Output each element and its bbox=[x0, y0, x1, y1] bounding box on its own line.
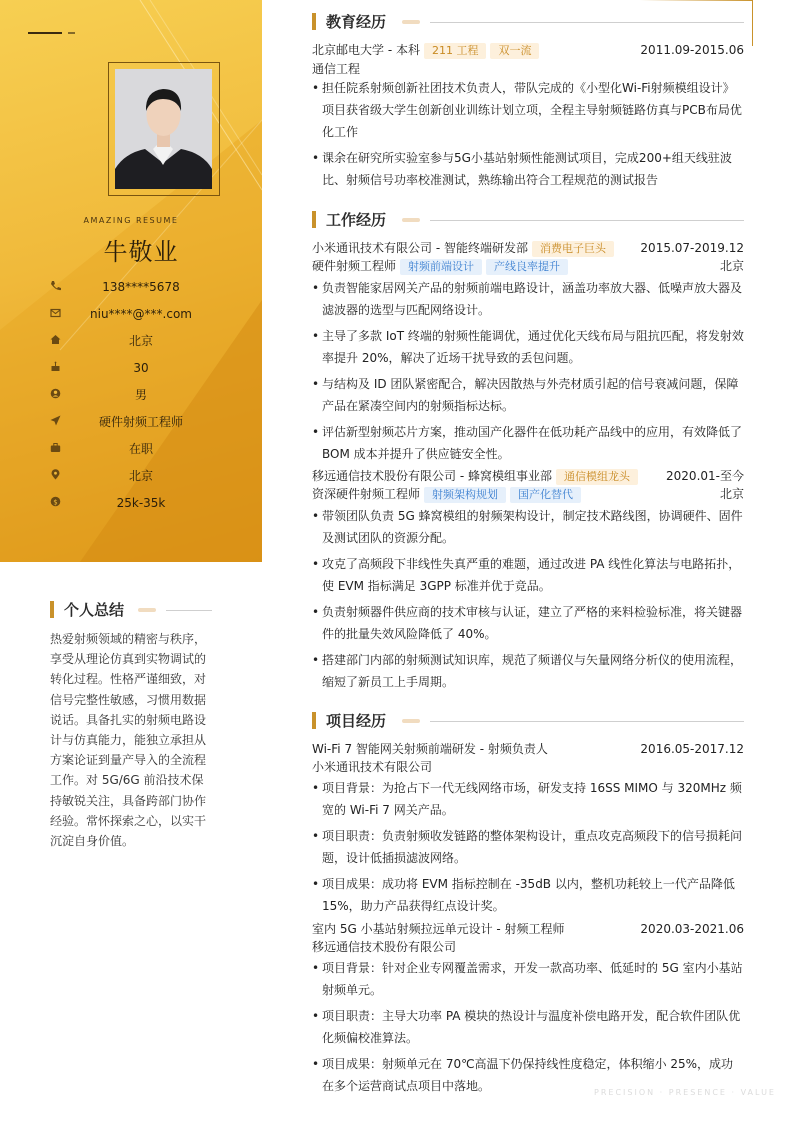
tag-badge: 射频前端设计 bbox=[400, 259, 482, 275]
heading-accent-bar bbox=[312, 211, 316, 228]
job-position-row bbox=[312, 485, 744, 503]
bullet-item: • 项目成果：成功将 EVM 指标控制在 -35dB 以内，整机功耗较上一代产品降低 15%，助力产品获得红点设计奖。 bbox=[312, 873, 744, 917]
footer-motto: PRECISION · PRESENCE · VALUE bbox=[594, 1088, 776, 1097]
company-tag: 消费电子巨头 bbox=[532, 241, 614, 257]
contact-value: 硬件射频工程师 bbox=[98, 415, 183, 429]
bullet-item: • 负责射频器件供应商的技术审核与认证，建立了严格的来料检验标准，将关键器件的批量失效风险降低了 40%。 bbox=[312, 601, 744, 645]
contact-row bbox=[0, 277, 262, 297]
job-date: 2020.01-至今 bbox=[666, 469, 744, 483]
heading-rule bbox=[430, 721, 744, 722]
bullet-item: • 与结构及 ID 团队紧密配合，解决因散热与外壳材质引起的信号衰减问题，保障产品在紧凑空间内的射频指标达标。 bbox=[312, 373, 744, 417]
major: 通信工程 bbox=[312, 62, 361, 76]
project-name: Wi-Fi 7 智能网关射频前端研发 - 射频负责人 bbox=[312, 742, 548, 756]
school-name: 北京邮电大学 - 本科 bbox=[312, 43, 420, 57]
heading-pill bbox=[402, 719, 420, 723]
education-date: 2011.09-2015.06 bbox=[640, 43, 744, 57]
job-date: 2015.07-2019.12 bbox=[640, 241, 744, 255]
summary-title: 个人总结 bbox=[64, 601, 125, 619]
heading-rule bbox=[430, 22, 744, 23]
contact-value: 138****5678 bbox=[102, 280, 180, 294]
tag-badge: 211 工程 bbox=[424, 43, 487, 59]
heading-rule bbox=[166, 610, 212, 611]
project-header bbox=[312, 740, 744, 758]
company-name: 移远通信技术股份有限公司 - 蜂窝模组事业部 bbox=[312, 469, 552, 483]
contact-row bbox=[0, 439, 262, 459]
contact-value: 男 bbox=[134, 388, 147, 402]
education-header bbox=[312, 41, 744, 59]
contact-value: 北京 bbox=[128, 469, 153, 483]
bullet-item: • 项目成果：射频单元在 70℃高温下仍保持线性度稳定，体积缩小 25%，成功在多个运营商试点项目中落地。 bbox=[312, 1053, 744, 1097]
job-position: 资深硬件射频工程师 bbox=[312, 487, 421, 501]
bullet-item: • 项目职责：负责射频收发链路的整体架构设计，重点攻克高频段下的信号损耗问题，设计低插损滤波网络。 bbox=[312, 825, 744, 869]
bullet-item: • 负责智能家居网关产品的射频前端电路设计，涵盖功率放大器、低噪声放大器及滤波器的选型与匹配网络设计。 bbox=[312, 277, 744, 321]
contact-row bbox=[0, 331, 262, 351]
heading-accent-bar bbox=[312, 13, 316, 30]
contact-value: 北京 bbox=[128, 334, 153, 348]
bullet-item: • 主导了多款 IoT 终端的射频性能调优，通过优化天线布局与阻抗匹配，将发射效率提升 20%，解决了近场干扰导致的丢包问题。 bbox=[312, 325, 744, 369]
contact-value: 25k-35k bbox=[116, 496, 166, 510]
heading-rule bbox=[430, 220, 744, 221]
bullet-item: • 搭建部门内部的射频测试知识库，规范了频谱仪与矢量网络分析仪的使用流程，缩短了新员工上手周期。 bbox=[312, 649, 744, 693]
education-title: 教育经历 bbox=[326, 13, 387, 31]
tag-badge: 射频架构规划 bbox=[424, 487, 506, 503]
contact-row bbox=[0, 385, 262, 405]
contact-value: niu****@***.com bbox=[90, 307, 192, 321]
company-name: 小米通讯技术有限公司 - 智能终端研发部 bbox=[312, 241, 528, 255]
heading-pill bbox=[402, 20, 420, 24]
bullet-item: • 评估新型射频芯片方案，推动国产化器件在低功耗产品线中的应用，有效降低了 BOM 成本并提升了供应链安全性。 bbox=[312, 421, 744, 465]
project-company: 移远通信技术股份有限公司 bbox=[312, 940, 457, 954]
contact-row bbox=[0, 466, 262, 486]
project-header bbox=[312, 920, 744, 938]
bullet-item: • 带领团队负责 5G 蜂窝模组的射频架构设计，制定技术路线图，协调硬件、固件及测试团队的资源分配。 bbox=[312, 505, 744, 549]
bullet-item: • 担任院系射频创新社团技术负责人，带队完成的《小型化Wi-Fi射频模组设计》项目获省级大学生创新创业训练计划立项，全程主导射频链路仿真与PCB布局优化工作 bbox=[312, 77, 744, 143]
heading-accent-bar bbox=[50, 601, 54, 618]
projects-heading bbox=[312, 711, 744, 731]
avatar bbox=[115, 69, 212, 189]
tag-badge: 产线良率提升 bbox=[486, 259, 568, 275]
projects-title: 项目经历 bbox=[326, 712, 387, 730]
heading-pill bbox=[138, 608, 156, 612]
heading-accent-bar bbox=[312, 712, 316, 729]
contact-row bbox=[0, 493, 262, 513]
bullet-item: • 项目职责：主导大功率 PA 模块的热设计与温度补偿电路开发，配合软件团队优化频偏校准算法。 bbox=[312, 1005, 744, 1049]
project-date: 2016.05-2017.12 bbox=[640, 742, 744, 756]
bullet-item: • 项目背景：为抢占下一代无线网络市场，研发支持 16SS MIMO 与 320MHz 频宽的 Wi-Fi 7 网关产品。 bbox=[312, 777, 744, 821]
svg-text:$: $ bbox=[53, 498, 58, 507]
education-heading bbox=[312, 12, 744, 32]
project-name: 室内 5G 小基站射频拉远单元设计 - 射频工程师 bbox=[312, 922, 565, 936]
job-city: 北京 bbox=[719, 487, 744, 501]
heading-pill bbox=[402, 218, 420, 222]
tag-badge: 国产化替代 bbox=[510, 487, 581, 503]
tag-badge: 双一流 bbox=[490, 43, 539, 59]
job-position-row bbox=[312, 257, 744, 275]
contact-row bbox=[0, 358, 262, 378]
job-city: 北京 bbox=[719, 259, 744, 273]
job-position: 硬件射频工程师 bbox=[312, 259, 397, 273]
candidate-name: 牛敬业 bbox=[103, 238, 179, 266]
summary-text: 热爱射频领域的精密与秩序，享受从理论仿真到实物调试的转化过程。性格严谨细致，对信号完整性敏感，习惯用数据说话。具备扎实的射频电路设计与仿真能力，能独立承担从方案论证到量产导入的全流程工作。对 5G/6G 前沿技术保持敏锐关注，具备跨部门协作经验。常怀探索之心，以实干沉淀自身价值。 bbox=[50, 632, 207, 849]
project-date: 2020.03-2021.06 bbox=[640, 922, 744, 936]
project-company: 小米通讯技术有限公司 bbox=[312, 760, 433, 774]
bullet-item: • 攻克了高频段下非线性失真严重的难题，通过改进 PA 线性化算法与电路拓扑，使 EVM 指标满足 3GPP 标准并优于竞品。 bbox=[312, 553, 744, 597]
job-header bbox=[312, 239, 744, 257]
contact-row bbox=[0, 412, 262, 432]
contact-value: 在职 bbox=[128, 442, 153, 456]
job-header bbox=[312, 467, 744, 485]
bullet-item: • 课余在研究所实验室参与5G小基站射频性能测试项目，完成200+组天线驻波比、射频信号功率校准测试，熟练输出符合工程规范的测试报告 bbox=[312, 147, 744, 191]
contact-value: 30 bbox=[133, 361, 149, 375]
tagline: AMAZING RESUME bbox=[83, 216, 179, 225]
bullet-item: • 项目背景：针对企业专网覆盖需求，开发一款高功率、低延时的 5G 室内小基站射频单元。 bbox=[312, 957, 744, 1001]
company-tag: 通信模组龙头 bbox=[556, 469, 638, 485]
work-heading bbox=[312, 210, 744, 230]
contact-row bbox=[0, 304, 262, 324]
work-title: 工作经历 bbox=[326, 211, 387, 229]
